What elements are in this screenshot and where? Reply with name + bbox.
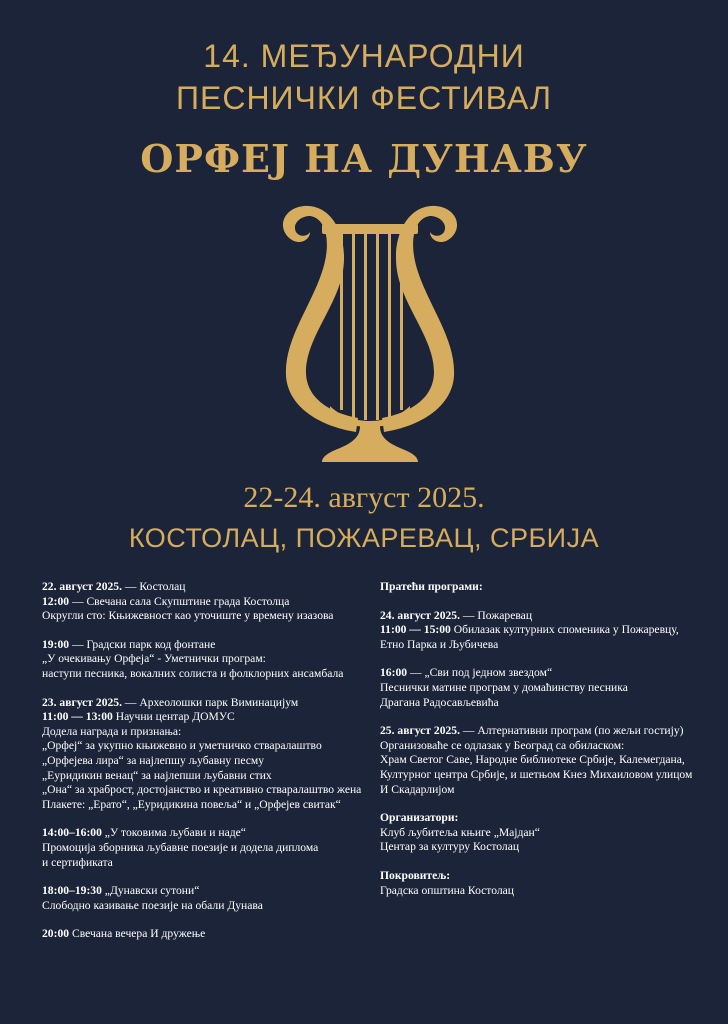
sponsor: Покровитељ: Градска општина Костолац [380,868,514,897]
day-22-evening-program: 19:00 — Градски парк код фонтане „У очекивању Орфеја“ - Уметнички програм: наступи песника, вокалних солиста и фолклорних ансамбала [42,637,344,680]
festival-type: ПЕСНИЧКИ ФЕСТИВАЛ [175,80,552,116]
day-22-program: 22. август 2025. — Костолац 12:00 — Свечана сала Скупштине града Костолца Округли сто: Књижевност као уточиште у времену изазова [42,580,368,624]
round-table-text: Округли сто: Књижевност као уточиште у времену изазова [42,609,334,623]
day-25-program: 25. август 2025. — Алтернативни програм (по жељи гостију) Организоваће се одлазак у Београд са обиласком: Храм Светог Саве, Народне библиотеке Србије, Калемегдана, Културног центра Србије, и шетњом Кнез Михаиловом улицом И Скадарлијом [380,724,693,796]
day-22-time-1: 12:00 [42,594,70,608]
day-25-date: 25. август 2025. [380,724,460,738]
festival-dates: 22-24. август 2025. [243,481,485,514]
organizers-heading: Организатори: [380,811,459,825]
dinner-event: 20:00 Свечана вечера И дружење [42,927,206,941]
danube-sunsets-event: 18:00–19:30 „Дунавски сутони“ Слободно казивање поезије на обали Дунава [42,884,263,912]
day-22-time-2: 19:00 [42,637,70,651]
organizers: Организатори: Клуб љубитеља књиге „Мајдан“ Центар за културу Костолац [380,811,540,854]
sponsor-heading: Покровитељ: [380,868,451,882]
day-23-program: 23. август 2025. — Археолошки парк Виминацијум 11:00 — 13:00 Научни центар ДОМУС Додела награда и признања: „Орфеј“ за укупно књижевно и уметничко стваралаштво „Орфејева лира“ за најлепшу љубавну песму „Еуридикин венац“ за најлепши љубавни стих „Она“ за храброст, достојанство и креативно стваралаштво жена Плакете: „Ерато“, „Еуридикина повеља“ и „Орфејев свитак“ [42,695,362,811]
festival-location: КОСТОЛАЦ, ПОЖАРЕВАЦ, СРБИЈА [128,523,600,553]
accompanying-programs-heading: Пратећи програми: [380,580,483,593]
program-left-column [42,580,368,956]
day-23-date: 23. август 2025. [42,695,122,709]
day-23-time-1: 11:00 — 13:00 [42,710,113,724]
day-24-program: 24. август 2025. — Пожаревац 11:00 — 15:00 Обилазак културних споменика у Пожаревцу, Етно Парка и Љубичева [380,608,679,651]
festival-edition: 14. МЕЂУНАРОДНИ [203,38,525,74]
lyre-icon [270,200,470,466]
promotion-event: 14:00–16:00 „У токовима љубави и наде“ Промоција зборника љубавне поезије и додела диплома и сертификата [42,826,319,869]
day-24-date: 24. август 2025. [380,608,460,622]
day-22-date: 22. август 2025. [42,580,122,593]
program-right-column [380,580,720,912]
day-24-afternoon-program: 16:00 — „Сви под једном звездом“ Песнички матине програм у домаћинству песника Драгана Радосављевића [380,666,628,709]
festival-name: ОРФЕЈ НА ДУНАВУ [140,136,588,181]
